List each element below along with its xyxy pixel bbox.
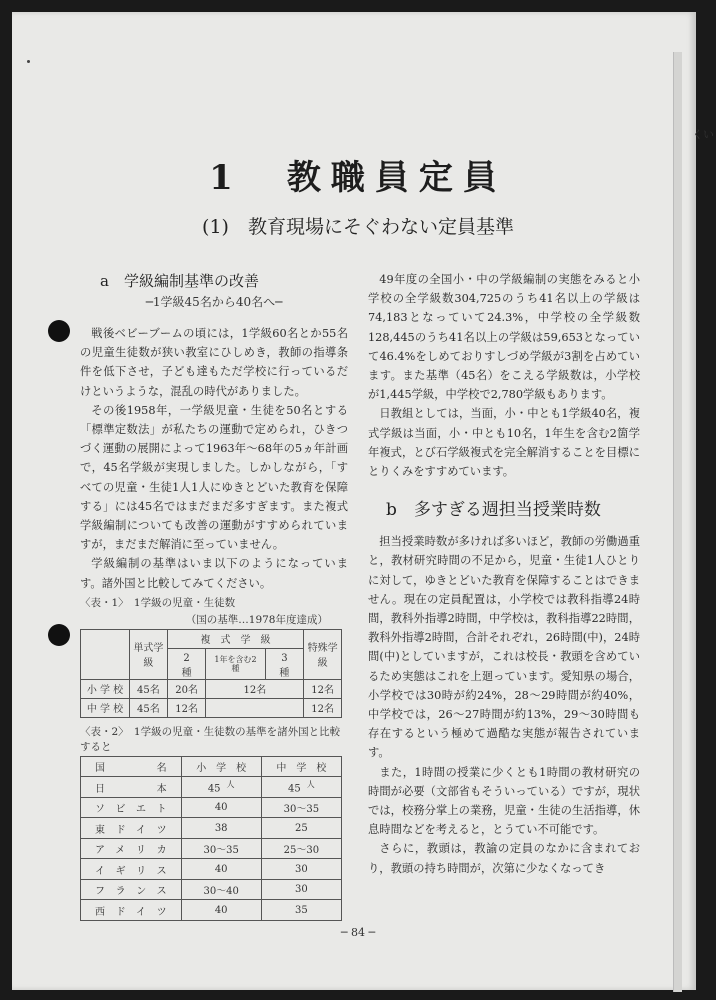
table1-caption: 〈表・1〉 1学級の児童・生徒数 <box>80 596 236 609</box>
margin-mark: くい <box>692 128 714 141</box>
table1-cell: 小 学 校 <box>81 679 130 698</box>
table2-cell: 45 $^人$ <box>181 777 261 798</box>
page-title: 1 教職員定員 <box>209 158 507 198</box>
table-row <box>81 879 342 900</box>
table1-cell: 12名 <box>304 679 342 698</box>
table2-cell: 東ドイツ <box>81 818 182 839</box>
section-a-heading: a 学級編制基準の改善 <box>100 272 259 290</box>
table1-corner <box>81 629 130 679</box>
table2-cell: 38 <box>181 818 261 839</box>
table2-cell: 25〜30 <box>261 838 341 859</box>
left-column <box>80 270 348 921</box>
section-b-paragraph: さらに，教頭は，教諭の定員のなかに含まれており，教頭の持ち時間が，次第に少なくなってき <box>368 842 640 875</box>
table-row <box>81 818 342 839</box>
table1-header: 特殊学級 <box>304 629 342 679</box>
right-column <box>368 270 640 878</box>
table2-cell: 30 <box>261 859 341 880</box>
table-row <box>81 900 342 921</box>
table-row <box>81 777 342 798</box>
speck <box>27 60 30 63</box>
table1-cell: 12名 <box>304 698 342 717</box>
table-row <box>81 797 342 818</box>
table2-cell: 40 <box>181 900 261 921</box>
table1 <box>80 629 342 718</box>
table2-cell: 40 <box>181 797 261 818</box>
table-row <box>81 679 342 698</box>
table2-header: 小 学 校 <box>181 756 261 777</box>
table1-cell: 中 学 校 <box>81 698 130 717</box>
table1-header: 複 式 学 級 <box>167 629 304 648</box>
table1-cell <box>206 698 304 717</box>
table2-cell: ソビエト <box>81 797 182 818</box>
table2-cell: 30〜35 <box>261 797 341 818</box>
table2-cell: イギリス <box>81 859 182 880</box>
table-row <box>81 859 342 880</box>
page-subtitle: (1) 教育現場にそぐわない定員基準 <box>202 216 514 238</box>
table2-cell: 西ドイツ <box>81 900 182 921</box>
table1-header: 2 種 <box>167 648 206 679</box>
section-b-paragraph: 担当授業時数が多ければ多いほど，教師の労働過重と，教材研究時間の不足から，児童・生徒1人ひとりに対して，ゆきとどいた教育を保障することはできません。現在の定員配置は，小学校では教科指導24時間，教科外指導2時間，中学校は，教科指導22時間，教科外指導2時間，合計それぞれ，26時間(中)，24時間(中)としていますが，これは校長・教頭を含めているため実態はこれを上廻っています。愛知県の場合，小学校では30時が約24%，28〜29時間が約40%，中学校では，26〜27時間が約13%，29〜30時間も存在するという極めて過酷な実態が報告されています。 <box>368 535 640 760</box>
table2 <box>80 756 342 921</box>
binder-hole-top <box>48 320 70 342</box>
table2-header: 国 名 <box>81 756 182 777</box>
table1-cell: 45名 <box>130 679 168 698</box>
body-paragraph: 49年度の全国小・中の学級編制の実態をみると小学校の全学級数304,725のうち41名以上の学級は74,183となっていて24.3%，中学校の全学級数128,445のうち41名以上の学級は59,653となっていて46.4%をしめておりすしづめ学級が3割を占めています。また基準（45名）をこえる学級数は，小学校が1,445学級，中学校で2,780学級もあります。 <box>368 273 640 402</box>
table1-header: 単式学級 <box>130 629 168 679</box>
section-b-heading: b 多すぎる週担当授業時数 <box>386 500 601 521</box>
table-row <box>81 698 342 717</box>
table1-cell: 20名 <box>167 679 206 698</box>
table1-cell: 12名 <box>167 698 206 717</box>
body-paragraph: 日教組としては，当面，小・中とも1学級40名，複式学級は当面，小・中とも10名，1年生を含む2箇学年複式，とび石学級複式を完全解消することを目標にとりくみをすすめています。 <box>368 407 640 479</box>
section-a-subheading: ─1学級45名から40名へ─ <box>145 295 283 309</box>
table2-cell: 35 <box>261 900 341 921</box>
table1-header: 3 種 <box>265 648 304 679</box>
section-b-paragraph: また，1時間の授業に少くとも1時間の教材研究の時間が必要（文部省もそういっている）ですが，現状では，校務分掌上の業務，児童・生徒の生活指導，休息時間などを考えると，とうてい不可能です。 <box>368 765 640 837</box>
table2-cell: フランス <box>81 879 182 900</box>
table1-header: 1年を含む2 種 <box>206 648 265 679</box>
section-a-paragraph: 戦後ベビーブームの頃には，1学級60名とか55名の児童生徒数が狭い教室にひしめき，教師の指導条件を低下させ，子ども達もただ学校に行っているだけというような，混乱の時代がありました。 <box>80 327 348 398</box>
table-row <box>81 838 342 859</box>
table2-cell: アメリカ <box>81 838 182 859</box>
table2-cell: 日 本 <box>81 777 182 798</box>
table1-cell: 45名 <box>130 698 168 717</box>
table2-header: 中 学 校 <box>261 756 341 777</box>
table2-cell: 30 <box>261 879 341 900</box>
section-a-paragraph: その後1958年，一学級児童・生徒を50名とする「標準定数法」が私たちの運動で定められ，ひきつづく運動の展開によって1963年〜68年の5ヵ年計画で，45名学級が実現しました。しかしながら，「すべての児童・生徒1人1人にゆきとどいた教育を保障する」には45名ではまだまだ多すぎます。また複式学級編制についても改善の運動がすすめられていますが，まだまだ解消に至っていません。 <box>80 403 348 552</box>
section-a-paragraph: 学級編制の基準はいま以下のようになっています。諸外国と比較してみてください。 <box>80 557 348 590</box>
table2-caption: 〈表・2〉 1学級の児童・生徒数の基準を諸外国と比較すると <box>80 725 341 753</box>
binder-hole-bottom <box>48 624 70 646</box>
page-number: ─ 84 ─ <box>340 926 376 939</box>
table1-note: （国の基準…1978年度達成） <box>185 613 328 626</box>
table2-cell: 40 <box>181 859 261 880</box>
table2-cell: 30〜40 <box>181 879 261 900</box>
table2-cell: 45 $^人$ <box>261 777 341 798</box>
table2-cell: 30〜35 <box>181 838 261 859</box>
table2-cell: 25 <box>261 818 341 839</box>
table1-cell: 12名 <box>206 679 304 698</box>
